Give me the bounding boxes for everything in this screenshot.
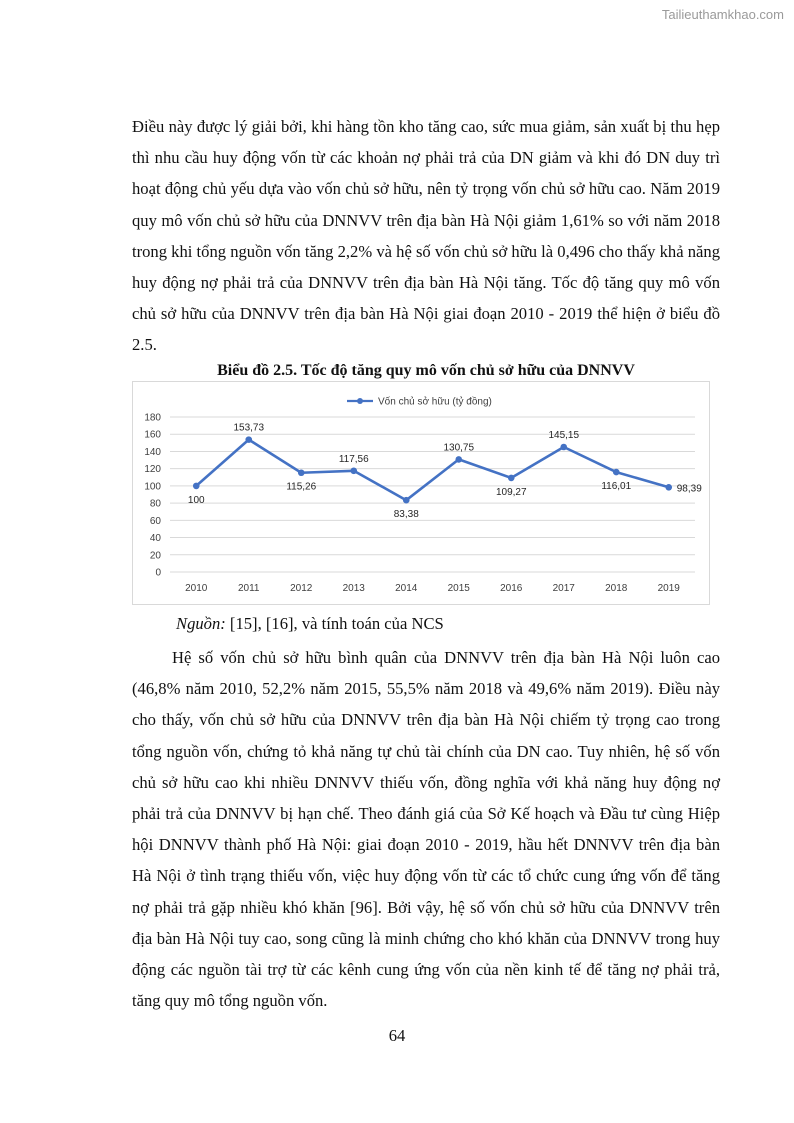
- source-label: Nguồn:: [176, 614, 226, 633]
- x-tick-label: 2013: [342, 583, 365, 594]
- y-tick-label: 80: [149, 498, 161, 510]
- data-point: [350, 467, 357, 474]
- y-tick-label: 40: [149, 533, 161, 545]
- x-tick-label: 2018: [605, 583, 628, 594]
- body-paragraph-1: Điều này được lý giải bởi, khi hàng tồn kho tăng cao, sức mua giảm, sản xuất bị thu hẹp thì nhu cầu huy động vốn từ các khoản nợ phải trả của DN giảm và khi đó DN duy trì hoạt động chủ yếu dựa vào vốn chủ sở hữu, nên tỷ trọng vốn chủ sở hữu cao. Năm 2019 quy mô vốn chủ sở hữu của DNNVV trên địa bàn Hà Nội giảm 1,61% so với năm 2018 trong khi tổng nguồn vốn tăng 2,2% và hệ số vốn chủ sở hữu là 0,496 cho thấy khả năng huy động nợ phải trả của DNNVV trên địa bàn Hà Nội tăng. Tốc độ tăng quy mô vốn chủ sở hữu của DNNVV trên địa bàn Hà Nội giai đoạn 2010 - 2019 thể hiện ở biểu đồ 2.5.: [132, 117, 720, 355]
- data-point: [245, 436, 252, 443]
- data-point: [508, 475, 515, 482]
- x-tick-label: 2010: [185, 583, 208, 594]
- y-tick-label: 100: [144, 481, 161, 493]
- data-point: [403, 497, 410, 504]
- line-chart: [132, 381, 710, 605]
- data-label: 98,39: [676, 483, 702, 495]
- y-tick-label: 120: [144, 464, 161, 476]
- x-tick-label: 2012: [290, 583, 313, 594]
- data-label: 117,56: [338, 453, 369, 465]
- y-tick-label: 20: [149, 550, 161, 562]
- y-tick-label: 0: [155, 567, 161, 579]
- legend-marker: [357, 398, 363, 404]
- x-tick-label: 2019: [657, 583, 680, 594]
- x-tick-label: 2016: [500, 583, 523, 594]
- data-point: [193, 483, 200, 490]
- source-note: [176, 614, 444, 634]
- legend-label: Vốn chủ sở hữu (tỷ đồng): [378, 396, 492, 408]
- x-tick-label: 2015: [447, 583, 470, 594]
- data-label: 83,38: [393, 509, 419, 521]
- page-number: 64: [388, 1026, 406, 1045]
- body-paragraph-2: Hệ số vốn chủ sở hữu bình quân của DNNVV trên địa bàn Hà Nội luôn cao (46,8% năm 2010, 52,2% năm 2015, 55,5% năm 2018 và 49,6% năm 2019). Điều này cho thấy, vốn chủ sở hữu của DNNVV trên địa bàn Hà Nội chiếm tỷ trọng cao trong tổng nguồn vốn, chứng tỏ khả năng tự chủ tài chính của DN cao. Tuy nhiên, hệ số vốn chủ sở hữu cao khi nhiều DNNVV thiếu vốn, đồng nghĩa với khả năng huy động nợ phải trả của DNNVV bị hạn chế. Theo đánh giá của Sở Kế hoạch và Đầu tư cùng Hiệp hội DNNVV thành phố Hà Nội: giai đoạn 2010 - 2019, hầu hết DNNVV trên địa bàn Hà Nội ở tình trạng thiếu vốn, việc huy động vốn từ các tổ chức cung ứng vốn để tăng nợ phải trả gặp nhiều khó khăn [96]. Bởi vậy, hệ số vốn chủ sở hữu của DNNVV trên địa bàn Hà Nội tuy cao, song cũng là minh chứng cho khó khăn của DNNVV trong huy động các nguồn tài trợ từ các kênh cung ứng vốn của nền kinh tế để tăng nợ phải trả, tăng quy mô tổng nguồn vốn.: [132, 648, 720, 1011]
- source-text: [15], [16], và tính toán của NCS: [225, 614, 444, 633]
- series-line: [196, 440, 669, 501]
- data-label: 145,15: [548, 430, 580, 442]
- y-tick-label: 140: [144, 446, 161, 458]
- y-tick-label: 60: [149, 515, 161, 527]
- data-label: 153,73: [233, 422, 265, 434]
- data-point: [298, 469, 305, 476]
- x-tick-label: 2011: [237, 583, 260, 594]
- data-label: 116,01: [601, 481, 632, 493]
- x-tick-label: 2014: [395, 583, 418, 594]
- data-label: 115,26: [286, 481, 317, 493]
- watermark: Tailieuthamkhao.com: [661, 7, 784, 22]
- y-tick-label: 180: [144, 412, 161, 424]
- data-label: 109,27: [495, 486, 527, 498]
- data-point: [455, 456, 462, 463]
- data-point: [560, 444, 567, 451]
- chart-svg: [133, 382, 709, 604]
- data-label: 100: [187, 494, 205, 506]
- x-tick-label: 2017: [552, 583, 575, 594]
- figure-caption: Biểu đồ 2.5. Tốc độ tăng quy mô vốn chủ sở hữu của DNNVV: [217, 362, 635, 379]
- data-point: [613, 469, 620, 476]
- y-tick-label: 160: [144, 429, 161, 441]
- data-point: [665, 484, 672, 491]
- data-label: 130,75: [443, 442, 475, 454]
